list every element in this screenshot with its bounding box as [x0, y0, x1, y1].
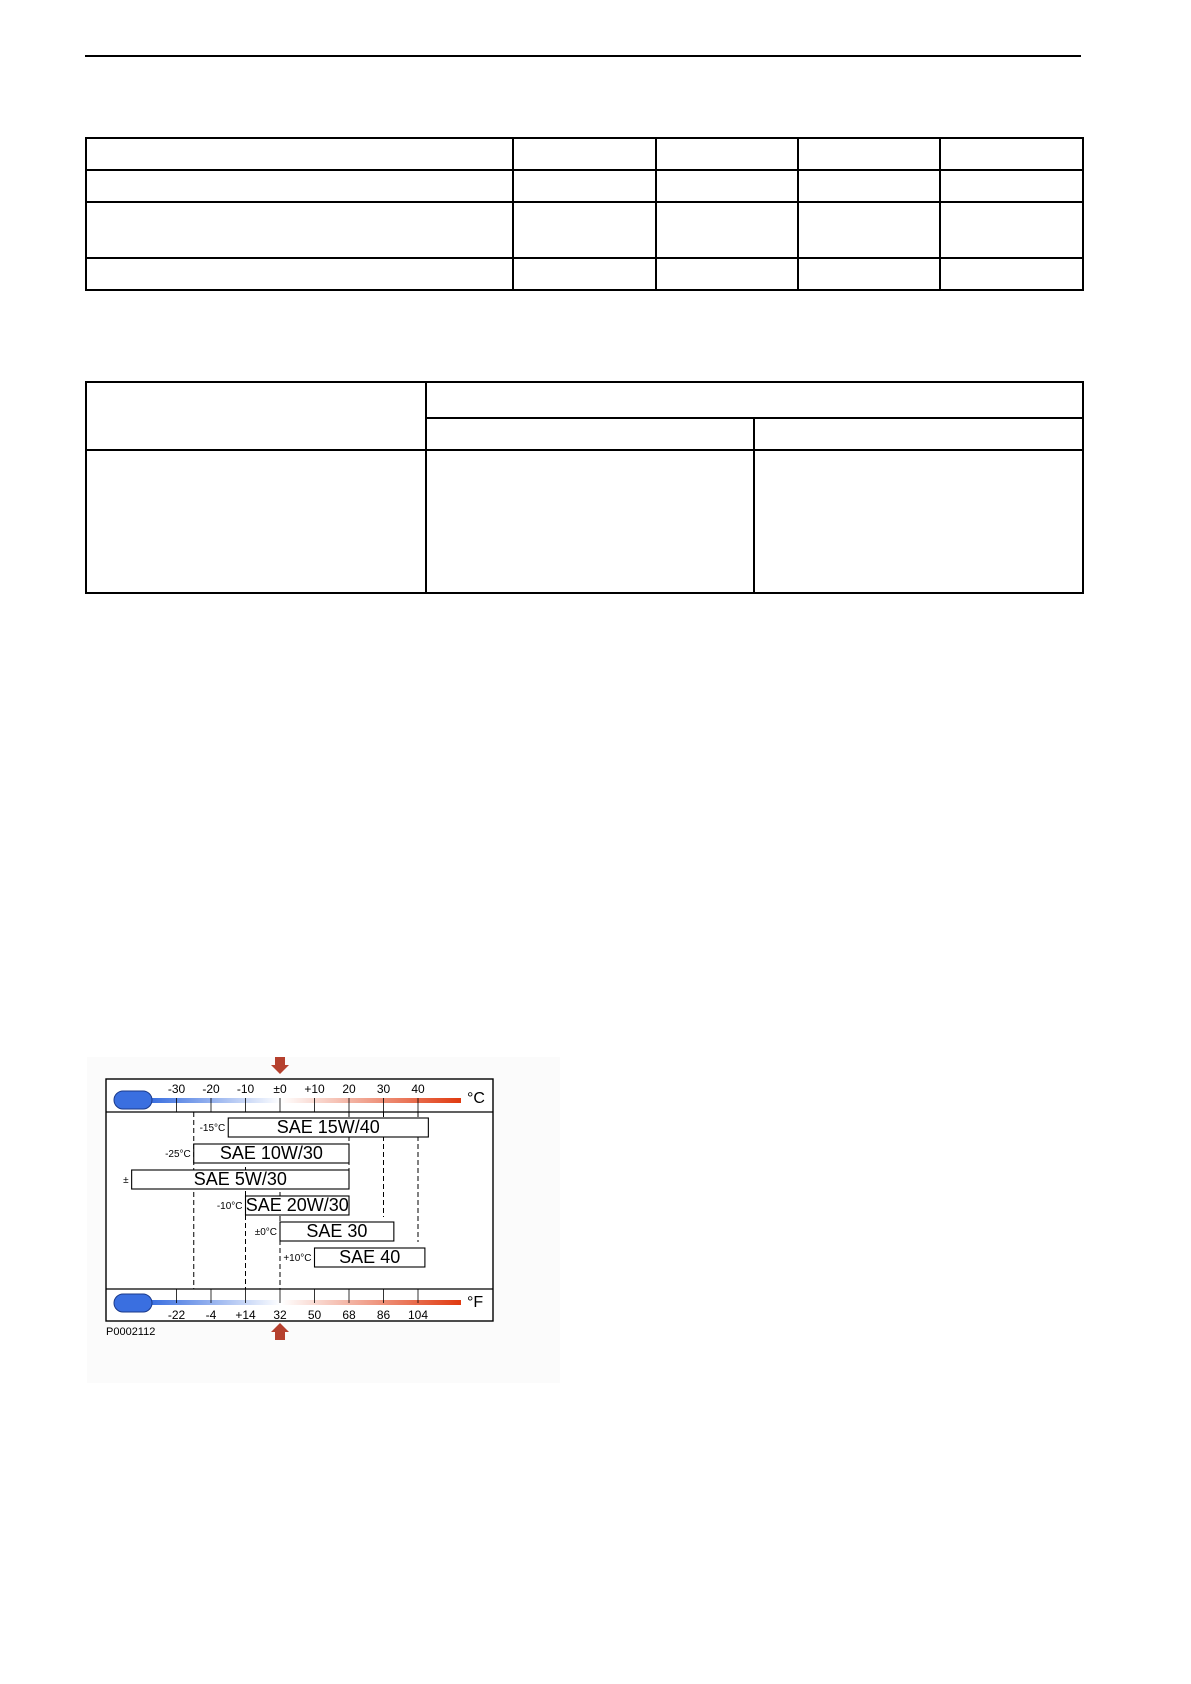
viscosity-chart	[87, 1057, 560, 1383]
grade-limit-label: ±	[123, 1175, 129, 1186]
grade-limit-label: ±0°C	[254, 1227, 277, 1238]
header-rule	[85, 55, 1081, 57]
fahrenheit-thermometer-bar	[151, 1300, 461, 1305]
fahrenheit-tick-label: 68	[342, 1308, 356, 1322]
table-row	[86, 202, 1083, 258]
table-cell	[86, 450, 426, 593]
grade-label: SAE 20W/30	[245, 1195, 349, 1215]
celsius-tick-label: -10	[236, 1082, 255, 1096]
grade-limit-label: -25°C	[165, 1149, 191, 1160]
fahrenheit-tick-label: +14	[235, 1308, 256, 1322]
celsius-thermometer-bar	[151, 1098, 461, 1103]
figure-id: P0002112	[106, 1326, 156, 1338]
table-cell	[86, 258, 513, 290]
table-row	[86, 138, 1083, 170]
fahrenheit-tick-label: 86	[376, 1308, 391, 1322]
table-cell	[754, 450, 1083, 593]
grade-label: SAE 10W/30	[219, 1143, 323, 1163]
table-row	[86, 382, 1083, 418]
celsius-tick-label: +10	[304, 1082, 325, 1096]
table-cell	[754, 418, 1083, 450]
table-cell	[940, 202, 1083, 258]
celsius-tick-label: -30	[167, 1082, 186, 1096]
grade-label: SAE 40	[339, 1247, 401, 1267]
spec-table-1	[85, 137, 1084, 291]
table-cell	[798, 170, 940, 202]
celsius-tick-label: -20	[202, 1082, 220, 1096]
table-cell	[86, 170, 513, 202]
celsius-tick-label: ±0	[273, 1082, 287, 1096]
table-cell	[656, 170, 798, 202]
table-cell	[940, 258, 1083, 290]
fahrenheit-tick-label: -22	[167, 1308, 186, 1322]
table-cell	[426, 450, 754, 593]
table-row	[86, 450, 1083, 593]
table-cell	[940, 170, 1083, 202]
celsius-unit: °C	[467, 1090, 485, 1107]
table-cell	[656, 258, 798, 290]
freezing-point-arrow-bottom-icon	[271, 1323, 289, 1340]
table-cell	[513, 170, 656, 202]
fahrenheit-tick-label: -4	[205, 1308, 217, 1322]
table-row	[86, 258, 1083, 290]
table-cell	[513, 202, 656, 258]
fahrenheit-tick-label: 50	[307, 1308, 322, 1322]
celsius-thermometer-bulb	[114, 1091, 152, 1109]
table-row	[86, 170, 1083, 202]
grade-limit-label: +10°C	[283, 1253, 312, 1264]
table-cell	[798, 138, 940, 170]
fahrenheit-tick-label: 32	[273, 1308, 287, 1322]
grade-limit-label: -15°C	[199, 1123, 226, 1134]
celsius-tick-label: 20	[342, 1082, 356, 1096]
fahrenheit-tick-label: 104	[407, 1308, 429, 1322]
celsius-tick-label: 40	[411, 1082, 425, 1096]
table-cell	[426, 418, 754, 450]
table-cell	[798, 202, 940, 258]
table-cell	[426, 382, 1083, 418]
table-cell	[656, 202, 798, 258]
grade-label: SAE 15W/40	[276, 1117, 380, 1137]
spec-table-2	[85, 381, 1084, 594]
table-cell	[86, 202, 513, 258]
grade-label: SAE 30	[306, 1221, 368, 1241]
grade-label: SAE 5W/30	[193, 1169, 287, 1189]
table-cell	[86, 382, 426, 450]
table-cell	[798, 258, 940, 290]
table-cell	[940, 138, 1083, 170]
celsius-tick-label: 30	[376, 1082, 391, 1096]
freezing-point-arrow-top-icon	[271, 1057, 289, 1074]
table-cell	[86, 138, 513, 170]
fahrenheit-thermometer-bulb	[114, 1294, 152, 1312]
table-cell	[513, 258, 656, 290]
fahrenheit-unit: °F	[467, 1294, 484, 1311]
oil-viscosity-figure	[87, 1057, 560, 1383]
table-cell	[513, 138, 656, 170]
table-cell	[656, 138, 798, 170]
grade-limit-label: -10°C	[216, 1201, 243, 1212]
